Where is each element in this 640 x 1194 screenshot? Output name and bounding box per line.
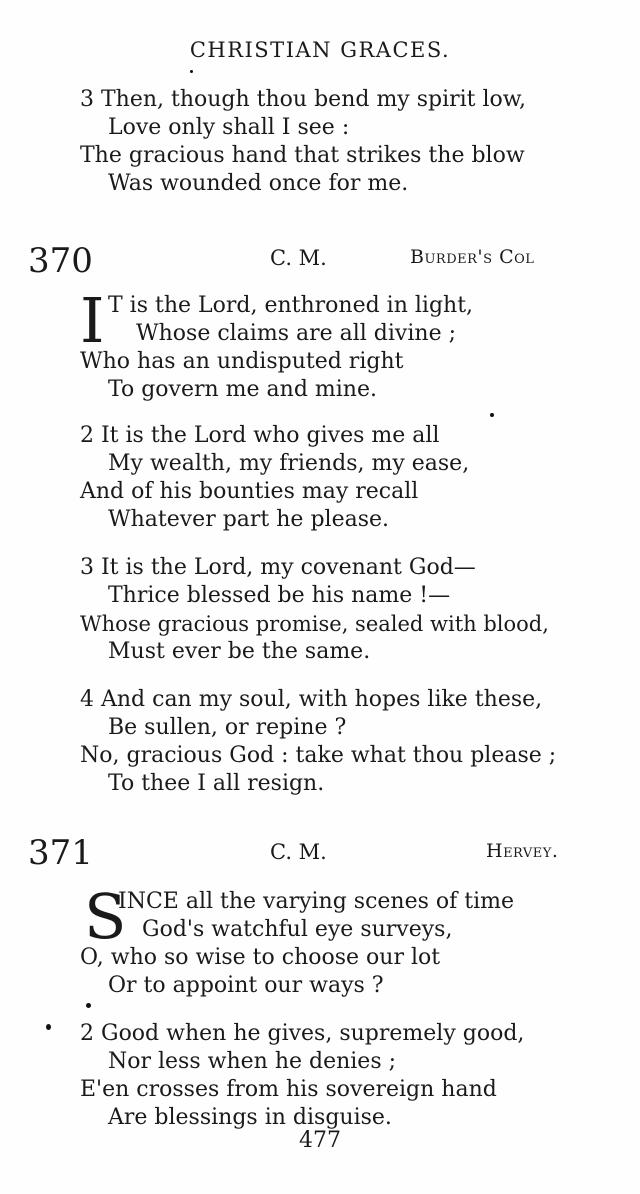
verse-line: Must ever be the same. (108, 639, 371, 664)
verse-line: Was wounded once for me. (108, 171, 409, 196)
verse-line: To thee I all resign. (108, 771, 325, 796)
verse-line: Whose claims are all divine ; (136, 321, 456, 346)
verse-line: Love only shall I see : (108, 115, 350, 140)
verse-line: Nor less when he denies ; (108, 1049, 397, 1074)
verse-line: Are blessings in disguise. (108, 1105, 392, 1130)
drop-cap: S (84, 880, 127, 953)
ink-speck (490, 413, 494, 417)
verse-line: Who has an undisputed right (80, 349, 404, 374)
ink-speck (86, 1003, 91, 1008)
running-header: CHRISTIAN GRACES. (189, 38, 451, 62)
hymn-tune: Burder's Col (410, 246, 535, 268)
verse-line: 3 It is the Lord, my covenant God— (80, 555, 476, 580)
verse-line: E'en crosses from his sovereign hand (80, 1077, 497, 1102)
verse-line: T is the Lord, enthroned in light, (108, 293, 474, 318)
verse-line: No, gracious God : take what thou please ; (80, 743, 557, 768)
ink-speck (46, 1024, 51, 1030)
hymn-meter: C. M. (270, 840, 327, 864)
verse-line: 2 It is the Lord who gives me all (80, 423, 440, 448)
verse-line: 4 And can my soul, with hopes like these, (80, 687, 543, 712)
hymn-tune: Hervey. (486, 840, 559, 862)
verse-line: To govern me and mine. (108, 377, 377, 402)
verse-line: O, who so wise to choose our lot (80, 945, 441, 970)
verse-line: God's watchful eye surveys, (142, 917, 453, 942)
drop-cap: I (80, 284, 105, 357)
ink-speck (190, 70, 193, 73)
verse-line: Thrice blessed be his name !— (108, 583, 451, 608)
verse-line: Whatever part he please. (108, 507, 390, 532)
verse-line: Be sullen, or repine ? (108, 715, 347, 740)
page-number: 477 (299, 1128, 341, 1153)
verse-line: 3 Then, though thou bend my spirit low, (80, 87, 527, 112)
verse-line: And of his bounties may recall (80, 479, 419, 504)
hymn-number: 370 (28, 241, 93, 281)
verse-line: INCE all the varying scenes of time (118, 889, 515, 914)
hymn-meter: C. M. (270, 246, 327, 270)
verse-line: My wealth, my friends, my ease, (108, 451, 470, 476)
verse-line: Or to appoint our ways ? (108, 973, 384, 998)
verse-line: Whose gracious promise, sealed with blood, (80, 612, 549, 636)
verse-line: 2 Good when he gives, supremely good, (80, 1021, 525, 1046)
hymn-number: 371 (28, 833, 93, 873)
verse-line: The gracious hand that strikes the blow (80, 143, 525, 168)
